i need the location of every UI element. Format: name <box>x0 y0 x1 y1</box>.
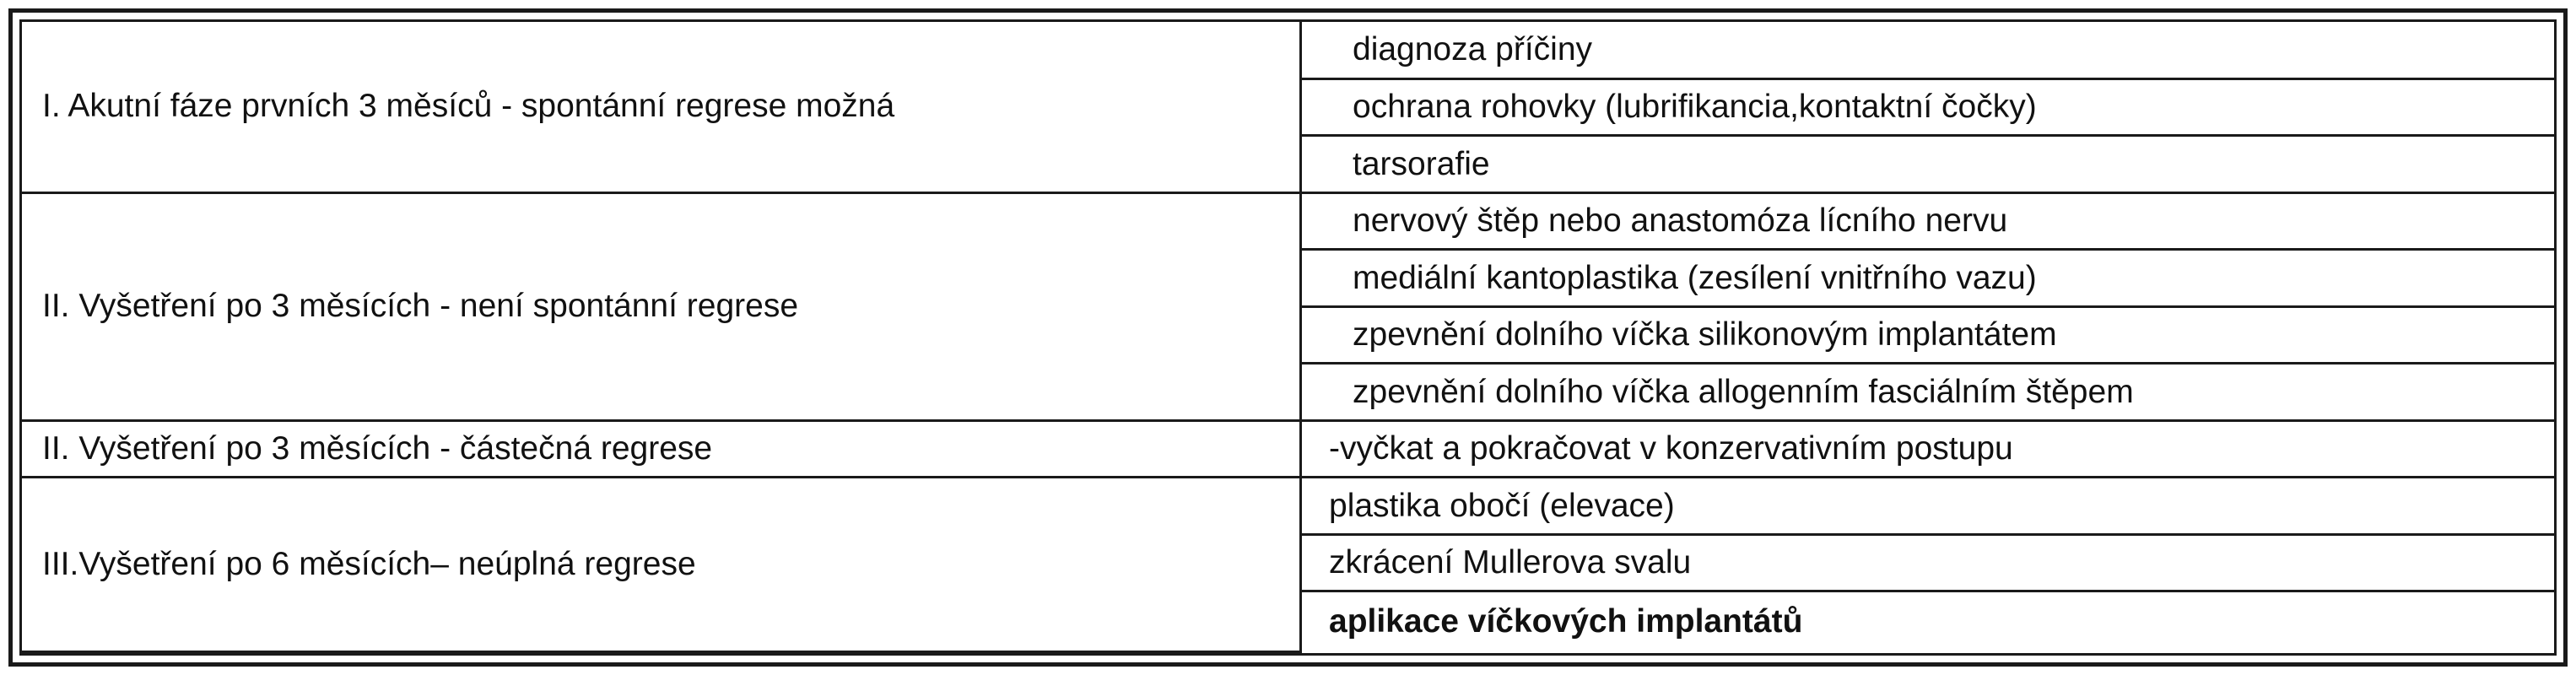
table-row <box>22 478 2554 534</box>
phase-cell: II. Vyšetření po 3 měsících - není spontánní regrese <box>22 192 1301 420</box>
action-cell: aplikace víčkových implantátů <box>1301 591 2555 652</box>
table-row <box>22 22 2554 78</box>
table-frame <box>8 8 2568 667</box>
action-cell: zpevnění dolního víčka allogenním fasciálním štěpem <box>1301 364 2555 420</box>
action-cell: ochrana rohovky (lubrifikancia,kontaktní čočky) <box>1301 78 2555 135</box>
table-row <box>22 420 2554 477</box>
action-cell: tarsorafie <box>1301 136 2555 192</box>
action-cell: -vyčkat a pokračovat v konzervativním postupu <box>1301 420 2555 477</box>
phase-cell: III.Vyšetření po 6 měsících– neúplná regrese <box>22 478 1301 652</box>
action-cell: diagnoza příčiny <box>1301 22 2555 78</box>
table-inner-frame <box>19 19 2557 656</box>
action-cell: nervový štěp nebo anastomóza lícního nervu <box>1301 192 2555 249</box>
action-cell: mediální kantoplastika (zesílení vnitřního vazu) <box>1301 250 2555 306</box>
phase-cell: I. Akutní fáze prvních 3 měsíců - spontánní regrese možná <box>22 22 1301 192</box>
table-row <box>22 192 2554 249</box>
phase-cell: II. Vyšetření po 3 měsících - částečná regrese <box>22 420 1301 477</box>
action-cell: zpevnění dolního víčka silikonovým implantátem <box>1301 306 2555 363</box>
action-cell: zkrácení Mullerova svalu <box>1301 534 2555 591</box>
treatment-table <box>22 22 2554 653</box>
action-cell: plastika obočí (elevace) <box>1301 478 2555 534</box>
